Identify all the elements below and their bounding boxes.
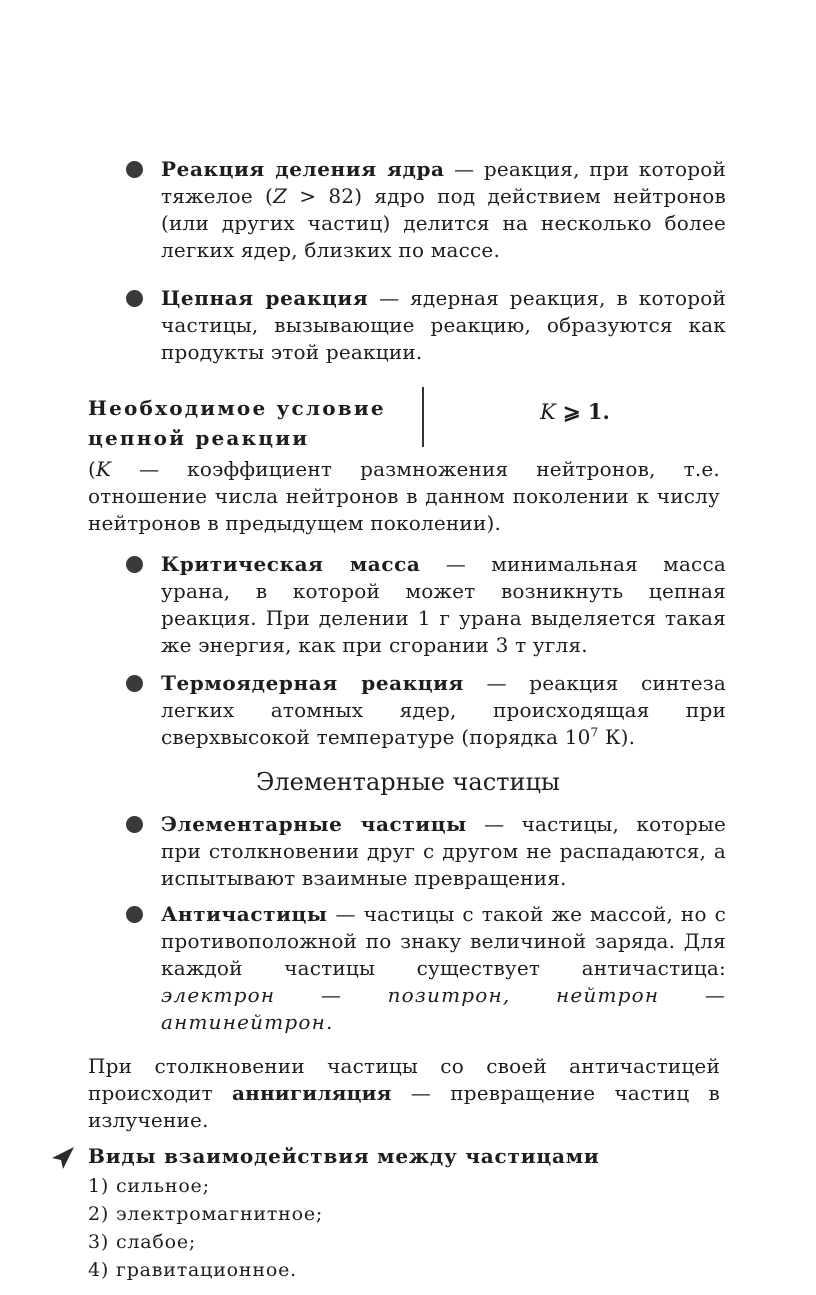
bullet-fission-text (161, 156, 726, 264)
term-annihilation: аннигиляция (231, 1081, 392, 1105)
definition-thermonuclear-end: К). (598, 725, 636, 749)
bullet-chain-reaction (126, 285, 726, 366)
term-thermonuclear: Термоядерная реакция (161, 671, 464, 695)
term-chain: Цепная реакция (161, 286, 369, 310)
definition-fission-part1: — реакция, при которой тяжелое ( (161, 157, 726, 208)
var-z: Z (273, 184, 288, 208)
definition-elementary: — частицы, которые при столкновении друг с другом не распадаются, а испытывают взаимные превращения. (161, 812, 726, 890)
interaction-types-list (88, 1172, 323, 1284)
bullet-dot-icon (126, 816, 143, 833)
bullet-dot-icon (126, 556, 143, 573)
bullet-elementary (126, 811, 726, 892)
bullet-antiparticles-text (161, 901, 726, 1036)
formula-var-k: K (540, 400, 556, 424)
explanation-text: — коэффициент размножения нейтронов, т.е. отношение числа нейтронов в данном поколении к числу нейтронов в предыдущем поколении). (88, 457, 720, 535)
bullet-elementary-text (161, 811, 726, 892)
bullet-thermonuclear-text (161, 670, 726, 751)
bullet-dot-icon (126, 290, 143, 307)
annihilation-paragraph (88, 1053, 720, 1134)
arrow-pointer-icon (50, 1146, 76, 1170)
bullet-critical-mass (126, 551, 726, 659)
term-fission: Реакция деления ядра (161, 157, 445, 181)
exponent: 7 (590, 725, 599, 740)
bullet-dot-icon (126, 161, 143, 178)
explanation-open: ( (88, 457, 97, 481)
list-item: 3) слабое; (88, 1231, 197, 1253)
term-elementary: Элементарные частицы (161, 812, 467, 836)
definition-critical-mass: — минимальная масса урана, в которой может возникнуть цепная реакция. При делении 1 г урана выделяется такая же энергия, как при сгорании 3 т угля. (161, 552, 726, 657)
section-heading: Элементарные частицы (256, 768, 560, 796)
definition-fission-part2: > 82) ядро под действием нейтронов (или других частиц) делится на несколько более легких ядер, близких по массе. (161, 184, 726, 262)
bullet-dot-icon (126, 906, 143, 923)
bullet-dot-icon (126, 675, 143, 692)
bullet-chain-text (161, 285, 726, 366)
bullet-fission (126, 156, 726, 264)
definition-antiparticles: — частицы с такой же массой, но с противоположной по знаку величиной заряда. Для каждой частицы существует античастица: (161, 902, 726, 980)
condition-divider (422, 387, 424, 447)
condition-explanation (88, 456, 720, 537)
term-critical-mass: Критическая масса (161, 552, 421, 576)
definition-chain: — ядерная реакция, в которой частицы, вызывающие реакцию, образуются как продукты этой реакции. (161, 286, 727, 364)
interaction-types-title: Виды взаимодействия между частицами (88, 1144, 600, 1168)
list-item: 2) электромагнитное; (88, 1203, 324, 1225)
antiparticle-examples: электрон — позитрон, нейтрон — антинейтрон. (161, 983, 726, 1034)
list-item: 1) сильное; (88, 1175, 210, 1197)
annihilation-text-1: При столкновении частицы со своей античастицей происходит (88, 1054, 720, 1105)
bullet-antiparticles (126, 901, 726, 1036)
annihilation-text-2: — превращение частиц в излучение. (88, 1081, 720, 1132)
bullet-thermonuclear (126, 670, 726, 751)
formula-rest: ⩾ 1. (555, 399, 610, 424)
term-antiparticles: Античастицы (161, 902, 328, 926)
explanation-var-k: K (96, 457, 112, 481)
condition-label: Необходимое условие цепной реакции (88, 396, 386, 450)
list-item: 4) гравитационное. (88, 1259, 297, 1281)
condition-formula (540, 397, 610, 427)
definition-thermonuclear: — реакция синтеза легких атомных ядер, происходящая при сверхвысокой температуре (порядка 10 (161, 671, 727, 749)
bullet-critical-text (161, 551, 726, 659)
